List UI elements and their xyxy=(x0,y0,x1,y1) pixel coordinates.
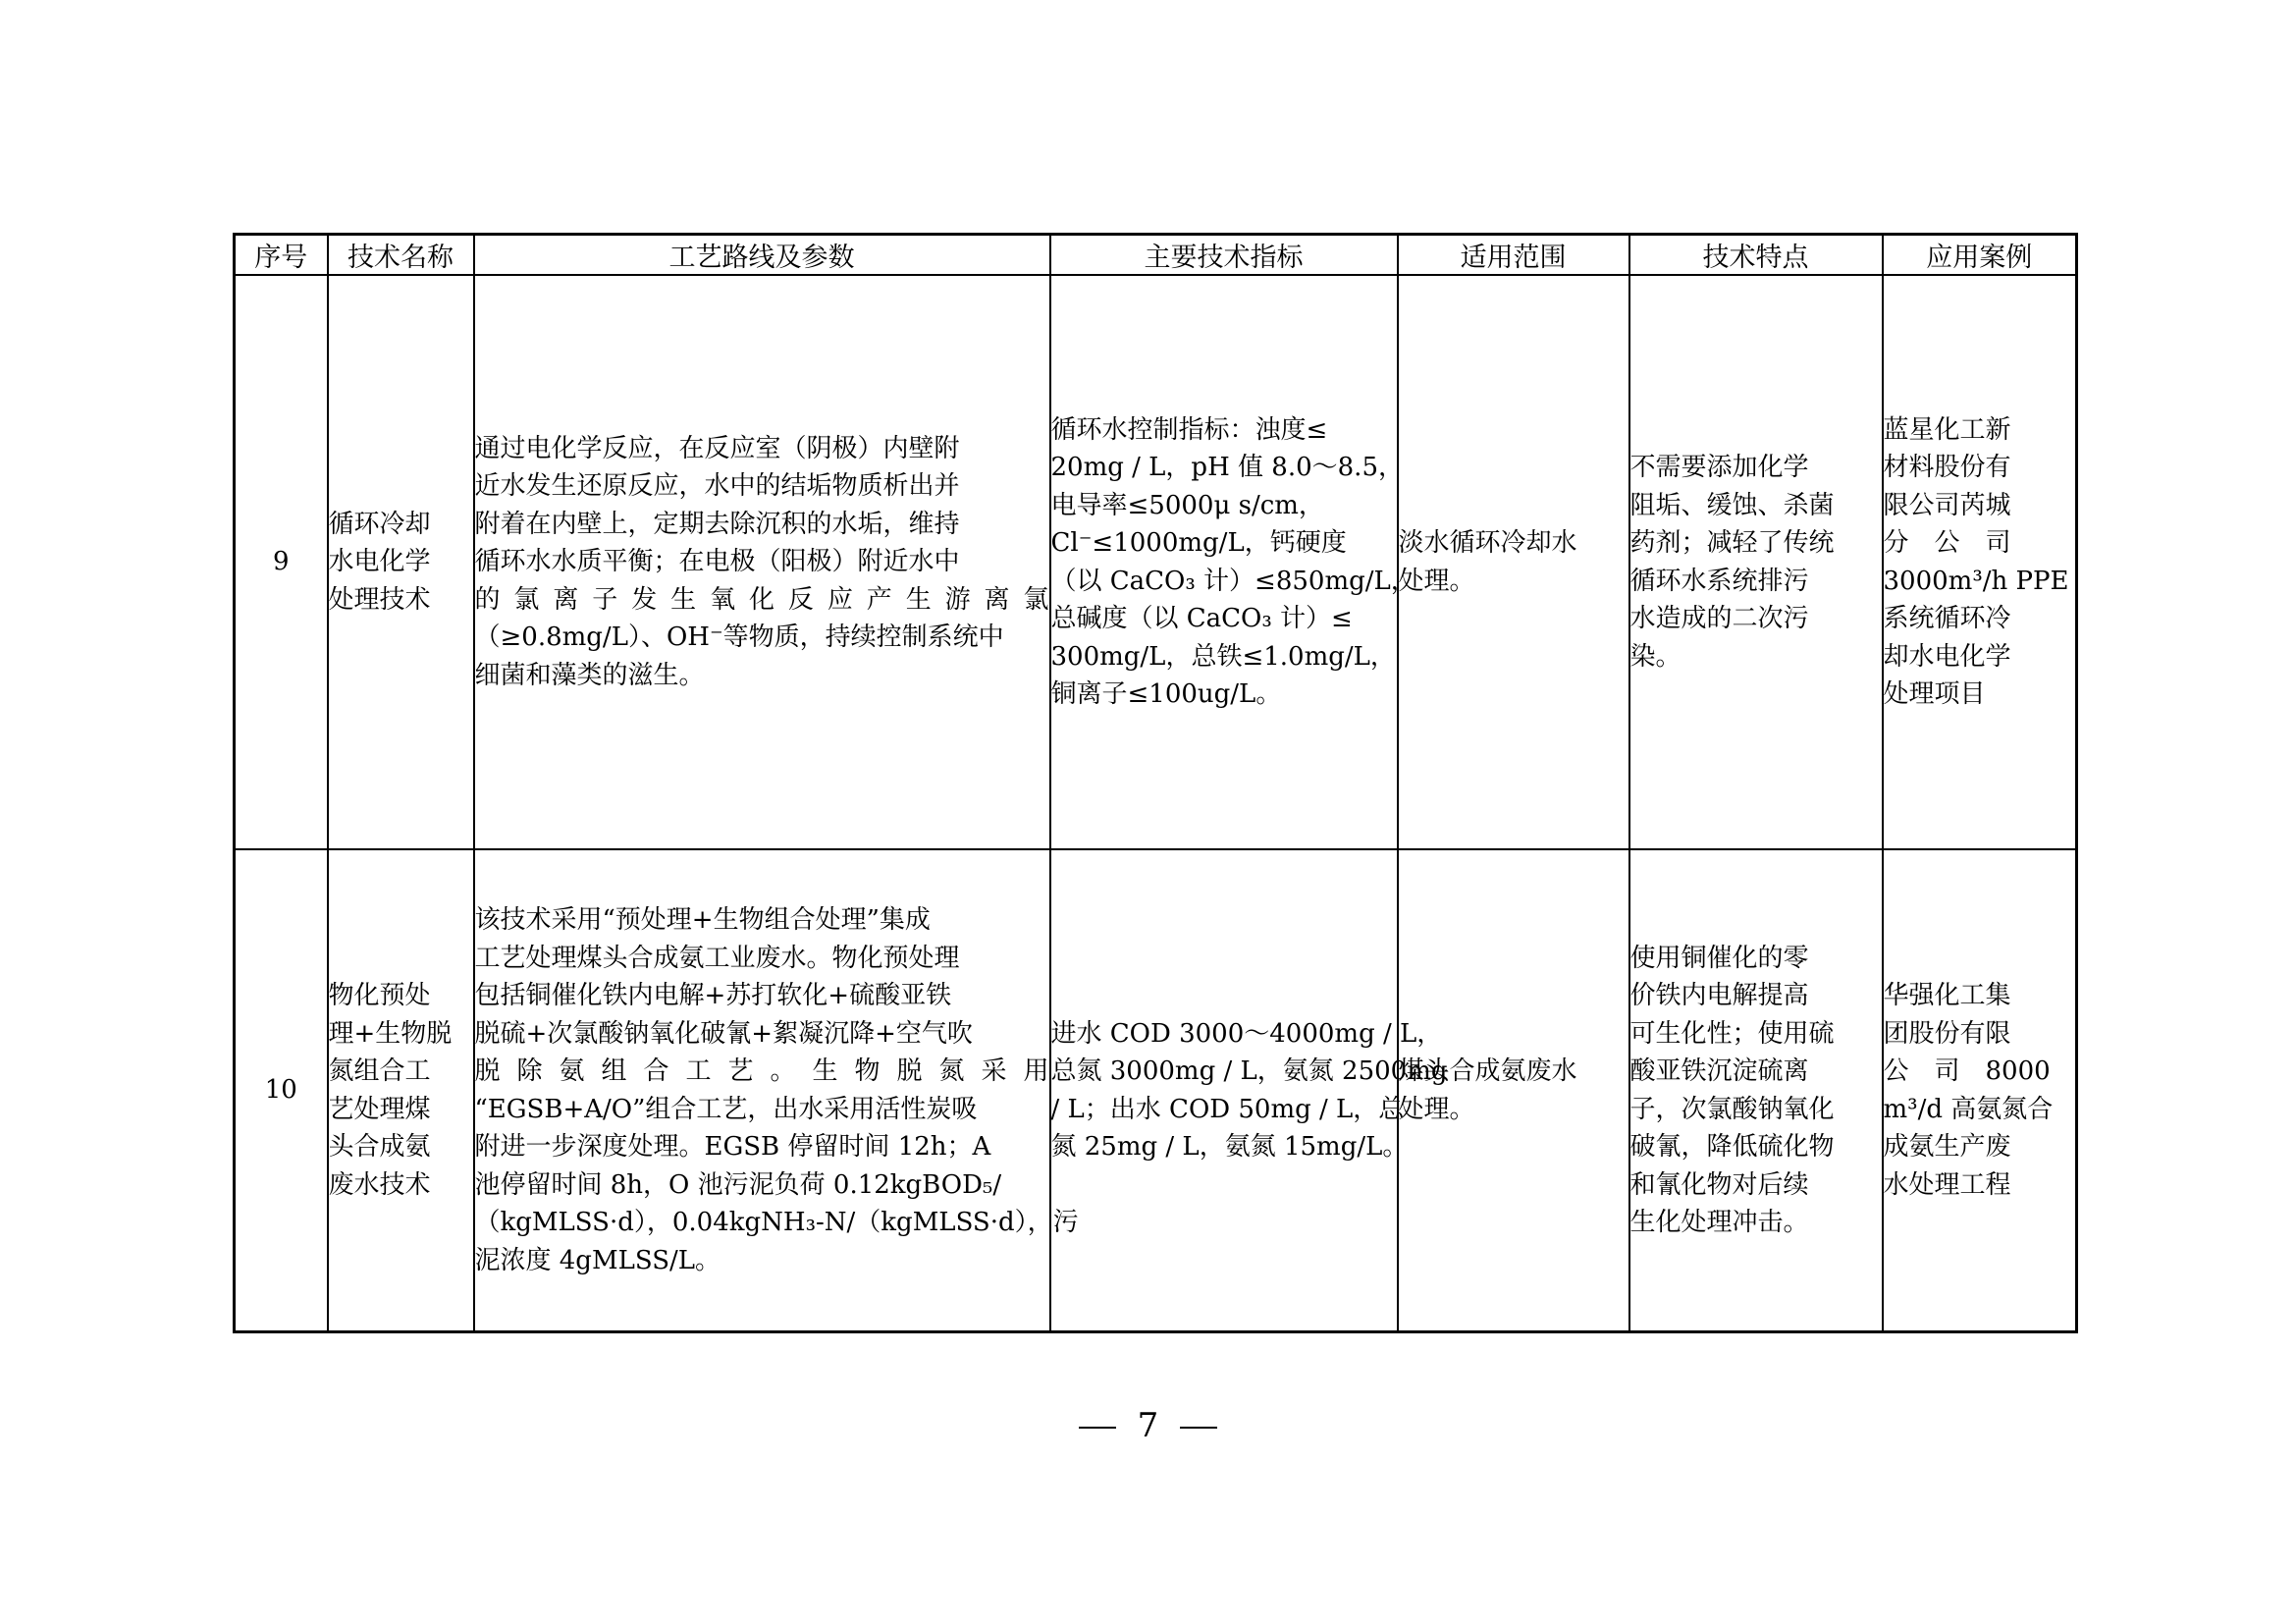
text-line: 池停留时间 8h，O 池污泥负荷 0.12kgBOD₅/ xyxy=(474,1169,1002,1200)
row-process xyxy=(474,275,1050,849)
row-num: 9 xyxy=(235,275,328,849)
text-line: 理+生物脱 xyxy=(328,1018,453,1049)
text-line: 3000m³/h PPE xyxy=(1883,566,2069,596)
text-line: 水造成的二次污 xyxy=(1629,604,1809,633)
text-line: 进水 COD 3000～4000mg / L， xyxy=(1050,1018,1443,1049)
text-line: 循环水水质平衡；在电极（阳极）附近水中 xyxy=(474,547,960,577)
footer-dash-right xyxy=(1180,1427,1217,1429)
text-line: 电导率≤5000μ s/cm， xyxy=(1050,490,1324,520)
text-line: 循环冷却 xyxy=(328,509,431,539)
row-features xyxy=(1629,849,1883,1332)
row-case xyxy=(1883,849,2077,1332)
row-features xyxy=(1629,275,1883,849)
header-process: 工艺路线及参数 xyxy=(474,235,1050,276)
text-line: 团股份有限 xyxy=(1883,1018,2011,1049)
text-line: （kgMLSS·d），0.04kgNH₃-N/（kgMLSS·d），污 xyxy=(474,1208,1079,1237)
text-line: / L；出水 COD 50mg / L，总 xyxy=(1050,1094,1405,1124)
row-process xyxy=(474,849,1079,1332)
header-cases: 应用案例 xyxy=(1883,235,2077,276)
text-line: 附进一步深度处理。EGSB 停留时间 12h；A xyxy=(474,1132,991,1162)
text-line: 艺处理煤 xyxy=(328,1094,431,1124)
text-line: 不需要添加化学 xyxy=(1629,453,1809,482)
text-line: 铜离子≤100ug/L。 xyxy=(1050,679,1282,709)
row-tech-name xyxy=(328,275,474,849)
text-line: 价铁内电解提高 xyxy=(1629,981,1809,1010)
text-line: 工艺处理煤头合成氨工业废水。物化预处理 xyxy=(474,943,960,973)
text-line: 的氯离子发生氧化反应产生游离氯 xyxy=(474,584,1049,615)
row-scope xyxy=(1398,275,1629,849)
header-name: 技术名称 xyxy=(328,235,474,276)
text-line: 头合成氨 xyxy=(328,1132,431,1162)
text-line: 水处理工程 xyxy=(1883,1169,2011,1200)
text-line: 淡水循环冷却水 xyxy=(1398,528,1577,558)
text-line: 附着在内壁上，定期去除沉积的水垢，维持 xyxy=(474,509,960,539)
row-tech-name xyxy=(328,849,474,1332)
text-line: 阻垢、缓蚀、杀菌 xyxy=(1629,490,1835,520)
text-line: 限公司芮城 xyxy=(1883,490,2011,520)
text-line: 水电化学 xyxy=(328,547,431,577)
text-line: 泥浓度 4gMLSS/L。 xyxy=(474,1245,721,1275)
text-line: 华强化工集 xyxy=(1883,981,2011,1010)
text-line: 脱硫+次氯酸钠氧化破氰+絮凝沉降+空气吹 xyxy=(474,1018,973,1049)
text-line: 破氰，降低硫化物 xyxy=(1629,1132,1835,1162)
text-line: 却水电化学 xyxy=(1883,641,2011,672)
text-line: 公 司 8000 xyxy=(1883,1056,2051,1086)
text-line: 处理技术 xyxy=(328,584,431,615)
text-line: 总氮 3000mg / L，氨氮 2500mg xyxy=(1050,1056,1448,1086)
text-line: “EGSB+A/O”组合工艺，出水采用活性炭吸 xyxy=(474,1094,978,1124)
text-line: m³/d 高氨氮合 xyxy=(1883,1094,2054,1124)
text-line: 子，次氯酸钠氧化 xyxy=(1629,1094,1835,1124)
row-scope xyxy=(1398,849,1629,1332)
text-line: 总碱度（以 CaCO₃ 计）≤ xyxy=(1050,604,1353,633)
header-num: 序号 xyxy=(235,235,328,276)
text-line: 该技术采用“预处理+生物组合处理”集成 xyxy=(474,905,931,935)
header-indicators: 主要技术指标 xyxy=(1050,235,1398,276)
page-number: 7 xyxy=(1137,1406,1159,1445)
text-line: 酸亚铁沉淀硫离 xyxy=(1629,1056,1809,1086)
text-line: 近水发生还原反应，水中的结垢物质析出并 xyxy=(474,471,960,502)
text-line: 物化预处 xyxy=(328,981,431,1010)
text-line: 氮组合工 xyxy=(328,1056,431,1086)
text-line: 成氨生产废 xyxy=(1883,1132,2011,1162)
text-line: 药剂；减轻了传统 xyxy=(1629,528,1835,558)
text-line: 废水技术 xyxy=(328,1169,431,1200)
header-scope: 适用范围 xyxy=(1398,235,1629,276)
technology-table xyxy=(233,233,2078,1333)
text-line: 300mg/L，总铁≤1.0mg/L， xyxy=(1050,641,1396,672)
footer-dash-left xyxy=(1079,1427,1116,1429)
row-case xyxy=(1883,275,2077,849)
text-line: 脱除氨组合工艺。生物脱氮采用 xyxy=(474,1056,1049,1086)
text-line: 染。 xyxy=(1629,641,1682,672)
text-line: 处理。 xyxy=(1398,1094,1475,1124)
text-line: 系统循环冷 xyxy=(1883,604,2011,633)
text-line: 材料股份有 xyxy=(1883,453,2011,482)
text-line: 使用铜催化的零 xyxy=(1629,943,1809,973)
text-line: 包括铜催化铁内电解+苏打软化+硫酸亚铁 xyxy=(474,981,952,1010)
text-line: 生化处理冲击。 xyxy=(1629,1208,1809,1237)
header-row xyxy=(235,235,2077,276)
text-line: （以 CaCO₃ 计）≤850mg/L， xyxy=(1050,566,1416,596)
table-row xyxy=(235,849,2077,1332)
row-indicators xyxy=(1050,275,1416,849)
text-line: 处理。 xyxy=(1398,566,1475,596)
text-line: 可生化性；使用硫 xyxy=(1629,1018,1835,1049)
text-line: 循环水系统排污 xyxy=(1629,566,1809,596)
text-line: 分 公 司 xyxy=(1883,528,2011,558)
text-line: 和氰化物对后续 xyxy=(1629,1169,1809,1200)
text-line: 氮 25mg / L，氨氮 15mg/L。 xyxy=(1050,1132,1409,1162)
text-line: 煤头合成氨废水 xyxy=(1398,1056,1577,1086)
text-line: 处理项目 xyxy=(1883,679,1986,709)
text-line: （≥0.8mg/L）、OH⁻等物质，持续控制系统中 xyxy=(474,623,1004,653)
table-row xyxy=(235,275,2077,849)
row-num: 10 xyxy=(235,849,328,1332)
header-features: 技术特点 xyxy=(1629,235,1883,276)
text-line: Cl⁻≤1000mg/L，钙硬度 xyxy=(1050,528,1347,558)
text-line: 细菌和藻类的滋生。 xyxy=(474,660,705,690)
text-line: 通过电化学反应，在反应室（阴极）内壁附 xyxy=(474,433,960,463)
text-line: 20mg / L，pH 值 8.0～8.5， xyxy=(1050,453,1404,482)
text-line: 循环水控制指标：浊度≤ xyxy=(1050,414,1328,445)
text-line: 蓝星化工新 xyxy=(1883,414,2011,445)
page-footer xyxy=(0,1406,2296,1445)
